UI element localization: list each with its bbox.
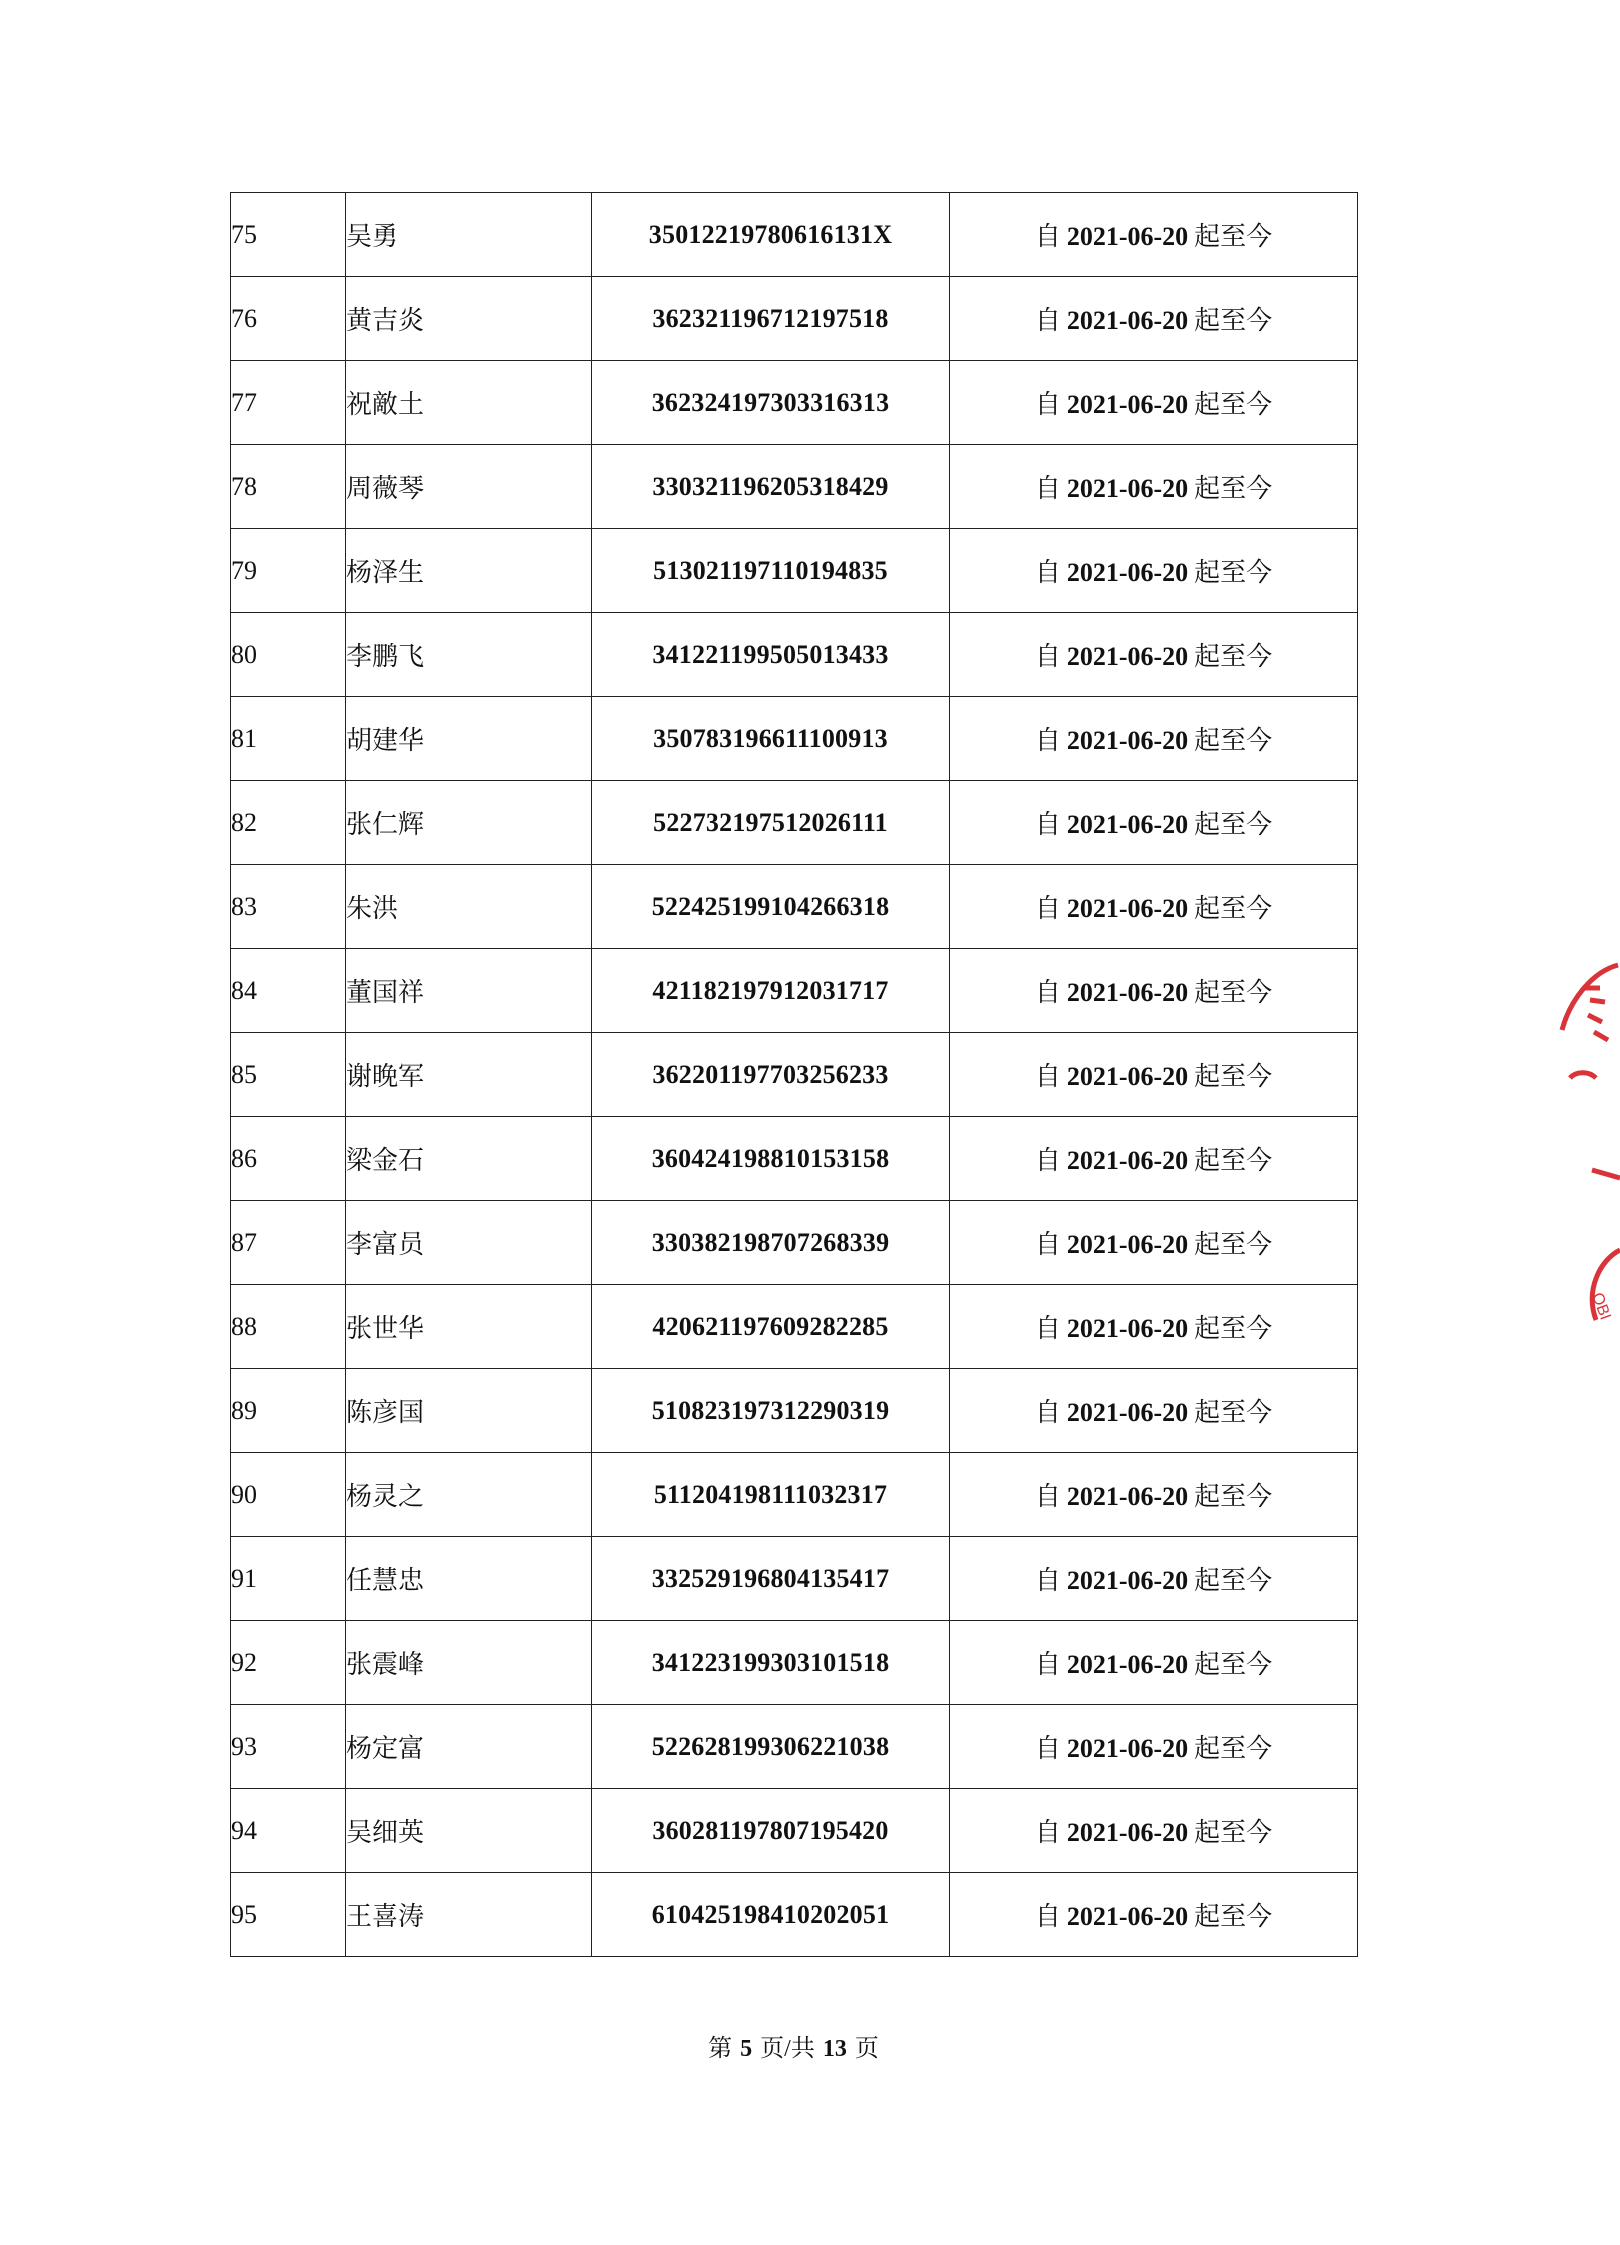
period-suffix: 起至今 xyxy=(1194,642,1273,671)
id-number: 350783196611100913 xyxy=(592,697,950,781)
validity-period xyxy=(950,1285,1358,1369)
row-number: 93 xyxy=(231,1705,346,1789)
person-name: 张世华 xyxy=(346,1285,592,1369)
table-row xyxy=(231,361,1358,445)
validity-period xyxy=(950,781,1358,865)
period-start-date: 2021-06-20 xyxy=(1066,306,1189,335)
table-row xyxy=(231,1285,1358,1369)
table-row xyxy=(231,1789,1358,1873)
validity-period xyxy=(950,1873,1358,1957)
id-number: 330382198707268339 xyxy=(592,1201,950,1285)
period-prefix: 自 xyxy=(1034,474,1061,503)
row-number: 95 xyxy=(231,1873,346,1957)
person-name: 梁金石 xyxy=(346,1117,592,1201)
period-prefix: 自 xyxy=(1034,1398,1061,1427)
row-number: 75 xyxy=(231,193,346,277)
row-number: 82 xyxy=(231,781,346,865)
id-number: 360281197807195420 xyxy=(592,1789,950,1873)
validity-period xyxy=(950,1705,1358,1789)
table-row xyxy=(231,1201,1358,1285)
period-start-date: 2021-06-20 xyxy=(1066,222,1189,251)
period-suffix: 起至今 xyxy=(1194,1398,1273,1427)
row-number: 77 xyxy=(231,361,346,445)
table-row xyxy=(231,1117,1358,1201)
person-name: 杨灵之 xyxy=(346,1453,592,1537)
period-start-date: 2021-06-20 xyxy=(1066,390,1189,419)
period-start-date: 2021-06-20 xyxy=(1066,726,1189,755)
period-prefix: 自 xyxy=(1034,390,1061,419)
person-name: 朱洪 xyxy=(346,865,592,949)
period-suffix: 起至今 xyxy=(1194,558,1273,587)
table-row xyxy=(231,1369,1358,1453)
id-number: 610425198410202051 xyxy=(592,1873,950,1957)
footer-current-page: 5 xyxy=(740,2036,753,2062)
row-number: 84 xyxy=(231,949,346,1033)
person-name: 董国祥 xyxy=(346,949,592,1033)
period-prefix: 自 xyxy=(1034,810,1061,839)
row-number: 81 xyxy=(231,697,346,781)
period-prefix: 自 xyxy=(1034,306,1061,335)
period-suffix: 起至今 xyxy=(1194,978,1273,1007)
id-number: 35012219780616131X xyxy=(592,193,950,277)
id-number: 522425199104266318 xyxy=(592,865,950,949)
period-suffix: 起至今 xyxy=(1194,222,1273,251)
period-start-date: 2021-06-20 xyxy=(1066,474,1189,503)
table-row xyxy=(231,949,1358,1033)
person-name: 谢晚军 xyxy=(346,1033,592,1117)
person-name: 王喜涛 xyxy=(346,1873,592,1957)
id-number: 341221199505013433 xyxy=(592,613,950,697)
person-name: 张震峰 xyxy=(346,1621,592,1705)
period-start-date: 2021-06-20 xyxy=(1066,642,1189,671)
period-prefix: 自 xyxy=(1034,1230,1061,1259)
period-suffix: 起至今 xyxy=(1194,306,1273,335)
footer-label-end: 页 xyxy=(854,2036,879,2062)
table-row xyxy=(231,697,1358,781)
period-prefix: 自 xyxy=(1034,1818,1061,1847)
red-seal-stamp xyxy=(1530,960,1620,1340)
period-prefix: 自 xyxy=(1034,1482,1061,1511)
table-row xyxy=(231,445,1358,529)
period-prefix: 自 xyxy=(1034,222,1061,251)
period-suffix: 起至今 xyxy=(1194,1566,1273,1595)
table-row xyxy=(231,1705,1358,1789)
person-name: 陈彦国 xyxy=(346,1369,592,1453)
period-suffix: 起至今 xyxy=(1194,726,1273,755)
period-start-date: 2021-06-20 xyxy=(1066,1818,1189,1847)
period-prefix: 自 xyxy=(1034,1062,1061,1091)
period-prefix: 自 xyxy=(1034,894,1061,923)
period-suffix: 起至今 xyxy=(1194,810,1273,839)
period-prefix: 自 xyxy=(1034,558,1061,587)
period-start-date: 2021-06-20 xyxy=(1066,810,1189,839)
id-number: 522628199306221038 xyxy=(592,1705,950,1789)
validity-period xyxy=(950,361,1358,445)
person-name: 祝敵土 xyxy=(346,361,592,445)
table-row xyxy=(231,865,1358,949)
row-number: 78 xyxy=(231,445,346,529)
period-suffix: 起至今 xyxy=(1194,474,1273,503)
row-number: 79 xyxy=(231,529,346,613)
table-row xyxy=(231,193,1358,277)
id-number: 330321196205318429 xyxy=(592,445,950,529)
validity-period xyxy=(950,1369,1358,1453)
validity-period xyxy=(950,1117,1358,1201)
validity-period xyxy=(950,613,1358,697)
period-suffix: 起至今 xyxy=(1194,1062,1273,1091)
person-name: 杨定富 xyxy=(346,1705,592,1789)
period-prefix: 自 xyxy=(1034,1650,1061,1679)
id-number: 421182197912031717 xyxy=(592,949,950,1033)
period-suffix: 起至今 xyxy=(1194,1650,1273,1679)
footer-label-page: 第 xyxy=(708,2036,733,2062)
roster-table xyxy=(230,192,1358,1957)
row-number: 85 xyxy=(231,1033,346,1117)
period-suffix: 起至今 xyxy=(1194,390,1273,419)
period-prefix: 自 xyxy=(1034,1146,1061,1175)
period-prefix: 自 xyxy=(1034,1734,1061,1763)
id-number: 511204198111032317 xyxy=(592,1453,950,1537)
footer-total-pages: 13 xyxy=(822,2036,847,2062)
id-number: 510823197312290319 xyxy=(592,1369,950,1453)
person-name: 胡建华 xyxy=(346,697,592,781)
id-number: 362201197703256233 xyxy=(592,1033,950,1117)
page-footer xyxy=(0,2028,1587,2063)
footer-label-of: 页/共 xyxy=(760,2036,815,2062)
id-number: 362324197303316313 xyxy=(592,361,950,445)
row-number: 83 xyxy=(231,865,346,949)
period-start-date: 2021-06-20 xyxy=(1066,558,1189,587)
id-number: 362321196712197518 xyxy=(592,277,950,361)
row-number: 90 xyxy=(231,1453,346,1537)
table-row xyxy=(231,1033,1358,1117)
row-number: 76 xyxy=(231,277,346,361)
validity-period xyxy=(950,1537,1358,1621)
period-start-date: 2021-06-20 xyxy=(1066,1902,1189,1931)
period-suffix: 起至今 xyxy=(1194,1902,1273,1931)
seal-lettering: OBI xyxy=(1588,1290,1614,1323)
table-row xyxy=(231,613,1358,697)
period-suffix: 起至今 xyxy=(1194,1482,1273,1511)
person-name: 周薇琴 xyxy=(346,445,592,529)
period-prefix: 自 xyxy=(1034,642,1061,671)
period-prefix: 自 xyxy=(1034,726,1061,755)
period-prefix: 自 xyxy=(1034,978,1061,1007)
person-name: 任慧忠 xyxy=(346,1537,592,1621)
table-row xyxy=(231,1453,1358,1537)
id-number: 513021197110194835 xyxy=(592,529,950,613)
id-number: 522732197512026111 xyxy=(592,781,950,865)
validity-period xyxy=(950,865,1358,949)
period-start-date: 2021-06-20 xyxy=(1066,1146,1189,1175)
roster-body xyxy=(231,193,1358,1957)
validity-period xyxy=(950,1453,1358,1537)
period-start-date: 2021-06-20 xyxy=(1066,1314,1189,1343)
person-name: 李富员 xyxy=(346,1201,592,1285)
validity-period xyxy=(950,949,1358,1033)
period-start-date: 2021-06-20 xyxy=(1066,978,1189,1007)
row-number: 91 xyxy=(231,1537,346,1621)
row-number: 94 xyxy=(231,1789,346,1873)
table-row xyxy=(231,277,1358,361)
row-number: 86 xyxy=(231,1117,346,1201)
validity-period xyxy=(950,529,1358,613)
person-name: 吴细英 xyxy=(346,1789,592,1873)
row-number: 92 xyxy=(231,1621,346,1705)
period-suffix: 起至今 xyxy=(1194,894,1273,923)
row-number: 80 xyxy=(231,613,346,697)
period-start-date: 2021-06-20 xyxy=(1066,1650,1189,1679)
period-prefix: 自 xyxy=(1034,1314,1061,1343)
person-name: 吴勇 xyxy=(346,193,592,277)
validity-period xyxy=(950,1789,1358,1873)
table-row xyxy=(231,529,1358,613)
period-start-date: 2021-06-20 xyxy=(1066,1482,1189,1511)
period-start-date: 2021-06-20 xyxy=(1066,894,1189,923)
validity-period xyxy=(950,193,1358,277)
validity-period xyxy=(950,697,1358,781)
validity-period xyxy=(950,1201,1358,1285)
row-number: 88 xyxy=(231,1285,346,1369)
id-number: 332529196804135417 xyxy=(592,1537,950,1621)
row-number: 89 xyxy=(231,1369,346,1453)
period-prefix: 自 xyxy=(1034,1566,1061,1595)
id-number: 420621197609282285 xyxy=(592,1285,950,1369)
validity-period xyxy=(950,1033,1358,1117)
table-row xyxy=(231,781,1358,865)
period-suffix: 起至今 xyxy=(1194,1146,1273,1175)
person-name: 李鹏飞 xyxy=(346,613,592,697)
validity-period xyxy=(950,1621,1358,1705)
person-name: 黄吉炎 xyxy=(346,277,592,361)
id-number: 341223199303101518 xyxy=(592,1621,950,1705)
period-suffix: 起至今 xyxy=(1194,1314,1273,1343)
validity-period xyxy=(950,277,1358,361)
period-suffix: 起至今 xyxy=(1194,1230,1273,1259)
period-start-date: 2021-06-20 xyxy=(1066,1398,1189,1427)
period-start-date: 2021-06-20 xyxy=(1066,1734,1189,1763)
person-name: 杨泽生 xyxy=(346,529,592,613)
period-prefix: 自 xyxy=(1034,1902,1061,1931)
table-row xyxy=(231,1873,1358,1957)
period-start-date: 2021-06-20 xyxy=(1066,1566,1189,1595)
person-name: 张仁辉 xyxy=(346,781,592,865)
table-row xyxy=(231,1621,1358,1705)
period-start-date: 2021-06-20 xyxy=(1066,1230,1189,1259)
table-row xyxy=(231,1537,1358,1621)
period-suffix: 起至今 xyxy=(1194,1818,1273,1847)
id-number: 360424198810153158 xyxy=(592,1117,950,1201)
row-number: 87 xyxy=(231,1201,346,1285)
period-suffix: 起至今 xyxy=(1194,1734,1273,1763)
validity-period xyxy=(950,445,1358,529)
period-start-date: 2021-06-20 xyxy=(1066,1062,1189,1091)
